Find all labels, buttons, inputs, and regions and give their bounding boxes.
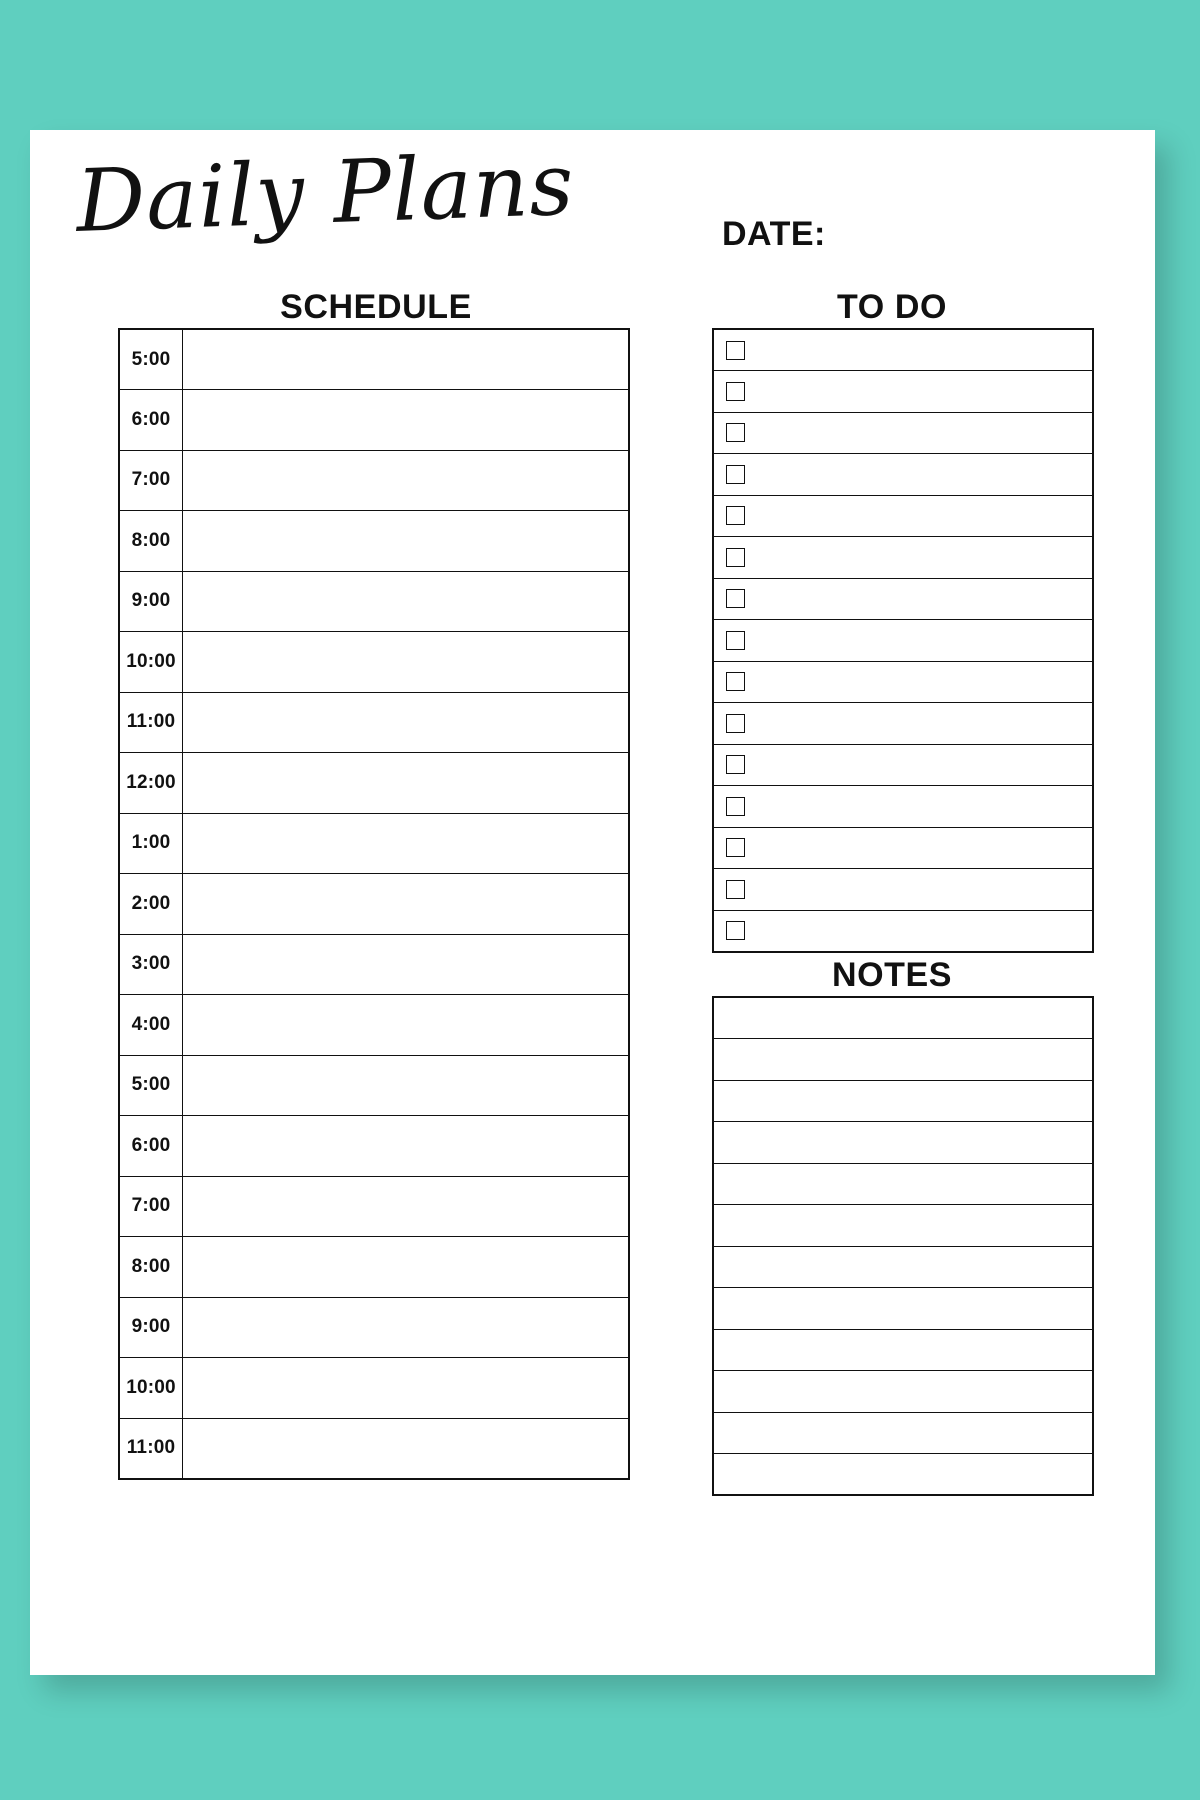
todo-item[interactable] [713,827,1093,869]
schedule-row [119,692,629,753]
todo-item[interactable] [713,910,1093,952]
schedule-time-label: 8:00 [119,511,183,572]
schedule-row [119,1418,629,1479]
checkbox-icon[interactable] [726,755,745,774]
todo-item[interactable] [713,744,1093,786]
checkbox-icon[interactable] [726,589,745,608]
todo-item[interactable] [713,661,1093,703]
schedule-time-label: 2:00 [119,874,183,935]
page-title: Daily Plans [74,134,577,252]
schedule-time-label: 5:00 [119,329,183,390]
schedule-row [119,753,629,814]
schedule-row [119,1297,629,1358]
checkbox-icon[interactable] [726,838,745,857]
notes-row [713,1246,1093,1288]
notes-heading: NOTES [831,956,953,994]
todo-row [713,786,1093,828]
schedule-row [119,571,629,632]
schedule-entry-field[interactable] [183,934,630,995]
notes-row [713,1454,1093,1496]
notes-row [713,1329,1093,1371]
schedule-row [119,390,629,451]
schedule-heading: SCHEDULE [280,288,472,326]
todo-row [713,412,1093,454]
todo-item[interactable] [713,495,1093,537]
planner-page [30,130,1155,1675]
notes-row [713,1205,1093,1247]
todo-row [713,744,1093,786]
notes-line-field[interactable] [713,1080,1093,1122]
notes-line-field[interactable] [713,1163,1093,1205]
notes-row [713,1080,1093,1122]
schedule-time-label: 12:00 [119,753,183,814]
schedule-entry-field[interactable] [183,813,630,874]
schedule-time-label: 4:00 [119,995,183,1056]
notes-row [713,1412,1093,1454]
checkbox-icon[interactable] [726,382,745,401]
schedule-entry-field[interactable] [183,692,630,753]
notes-line-field[interactable] [713,1329,1093,1371]
schedule-row [119,1237,629,1298]
schedule-entry-field[interactable] [183,1176,630,1237]
schedule-entry-field[interactable] [183,511,630,572]
todo-table [712,328,1094,953]
schedule-time-label: 6:00 [119,1116,183,1177]
schedule-row [119,450,629,511]
schedule-time-label: 1:00 [119,813,183,874]
checkbox-icon[interactable] [726,423,745,442]
schedule-row [119,874,629,935]
schedule-time-label: 11:00 [119,692,183,753]
schedule-entry-field[interactable] [183,995,630,1056]
schedule-time-label: 6:00 [119,390,183,451]
schedule-row [119,511,629,572]
todo-row [713,661,1093,703]
schedule-row [119,632,629,693]
schedule-entry-field[interactable] [183,1055,630,1116]
schedule-time-label: 10:00 [119,632,183,693]
schedule-row [119,1055,629,1116]
schedule-time-label: 3:00 [119,934,183,995]
notes-row [713,1371,1093,1413]
schedule-entry-field[interactable] [183,1297,630,1358]
notes-row [713,1122,1093,1164]
todo-item[interactable] [713,703,1093,745]
schedule-time-label: 7:00 [119,450,183,511]
schedule-entry-field[interactable] [183,632,630,693]
checkbox-icon[interactable] [726,921,745,940]
todo-row [713,537,1093,579]
todo-row [713,869,1093,911]
notes-row [713,1288,1093,1330]
schedule-time-label: 9:00 [119,1297,183,1358]
notes-line-field[interactable] [713,997,1093,1039]
schedule-time-label: 9:00 [119,571,183,632]
todo-row [713,827,1093,869]
todo-heading: TO DO [836,288,948,326]
notes-row [713,997,1093,1039]
todo-item[interactable] [713,578,1093,620]
schedule-time-label: 5:00 [119,1055,183,1116]
schedule-entry-field[interactable] [183,1418,630,1479]
todo-row [713,578,1093,620]
schedule-row [119,329,629,390]
todo-row [713,371,1093,413]
date-label: DATE: [722,215,826,253]
todo-item[interactable] [713,869,1093,911]
todo-item[interactable] [713,537,1093,579]
notes-line-field[interactable] [713,1288,1093,1330]
checkbox-icon[interactable] [726,341,745,360]
todo-row [713,703,1093,745]
schedule-entry-field[interactable] [183,1237,630,1298]
checkbox-icon[interactable] [726,797,745,816]
notes-line-field[interactable] [713,1205,1093,1247]
todo-item[interactable] [713,454,1093,496]
schedule-entry-field[interactable] [183,571,630,632]
schedule-row [119,1176,629,1237]
todo-item[interactable] [713,412,1093,454]
notes-line-field[interactable] [713,1039,1093,1081]
schedule-time-label: 10:00 [119,1358,183,1419]
schedule-time-label: 7:00 [119,1176,183,1237]
checkbox-icon[interactable] [726,506,745,525]
notes-line-field[interactable] [713,1246,1093,1288]
schedule-entry-field[interactable] [183,874,630,935]
notes-line-field[interactable] [713,1454,1093,1496]
schedule-entry-field[interactable] [183,390,630,451]
checkbox-icon[interactable] [726,880,745,899]
schedule-row [119,813,629,874]
schedule-row [119,1116,629,1177]
todo-item[interactable] [713,786,1093,828]
checkbox-icon[interactable] [726,631,745,650]
schedule-row [119,995,629,1056]
todo-row [713,329,1093,371]
schedule-entry-field[interactable] [183,450,630,511]
schedule-time-label: 8:00 [119,1237,183,1298]
todo-item[interactable] [713,329,1093,371]
schedule-entry-field[interactable] [183,329,630,390]
checkbox-icon[interactable] [726,672,745,691]
notes-line-field[interactable] [713,1371,1093,1413]
todo-row [713,620,1093,662]
todo-item[interactable] [713,371,1093,413]
checkbox-icon[interactable] [726,548,745,567]
notes-row [713,1163,1093,1205]
schedule-entry-field[interactable] [183,1358,630,1419]
checkbox-icon[interactable] [726,465,745,484]
schedule-row [119,1358,629,1419]
notes-line-field[interactable] [713,1122,1093,1164]
notes-line-field[interactable] [713,1412,1093,1454]
notes-row [713,1039,1093,1081]
todo-row [713,495,1093,537]
schedule-time-label: 11:00 [119,1418,183,1479]
schedule-table [118,328,630,1480]
schedule-entry-field[interactable] [183,1116,630,1177]
todo-item[interactable] [713,620,1093,662]
schedule-entry-field[interactable] [183,753,630,814]
todo-row [713,454,1093,496]
checkbox-icon[interactable] [726,714,745,733]
todo-row [713,910,1093,952]
notes-table [712,996,1094,1496]
schedule-row [119,934,629,995]
